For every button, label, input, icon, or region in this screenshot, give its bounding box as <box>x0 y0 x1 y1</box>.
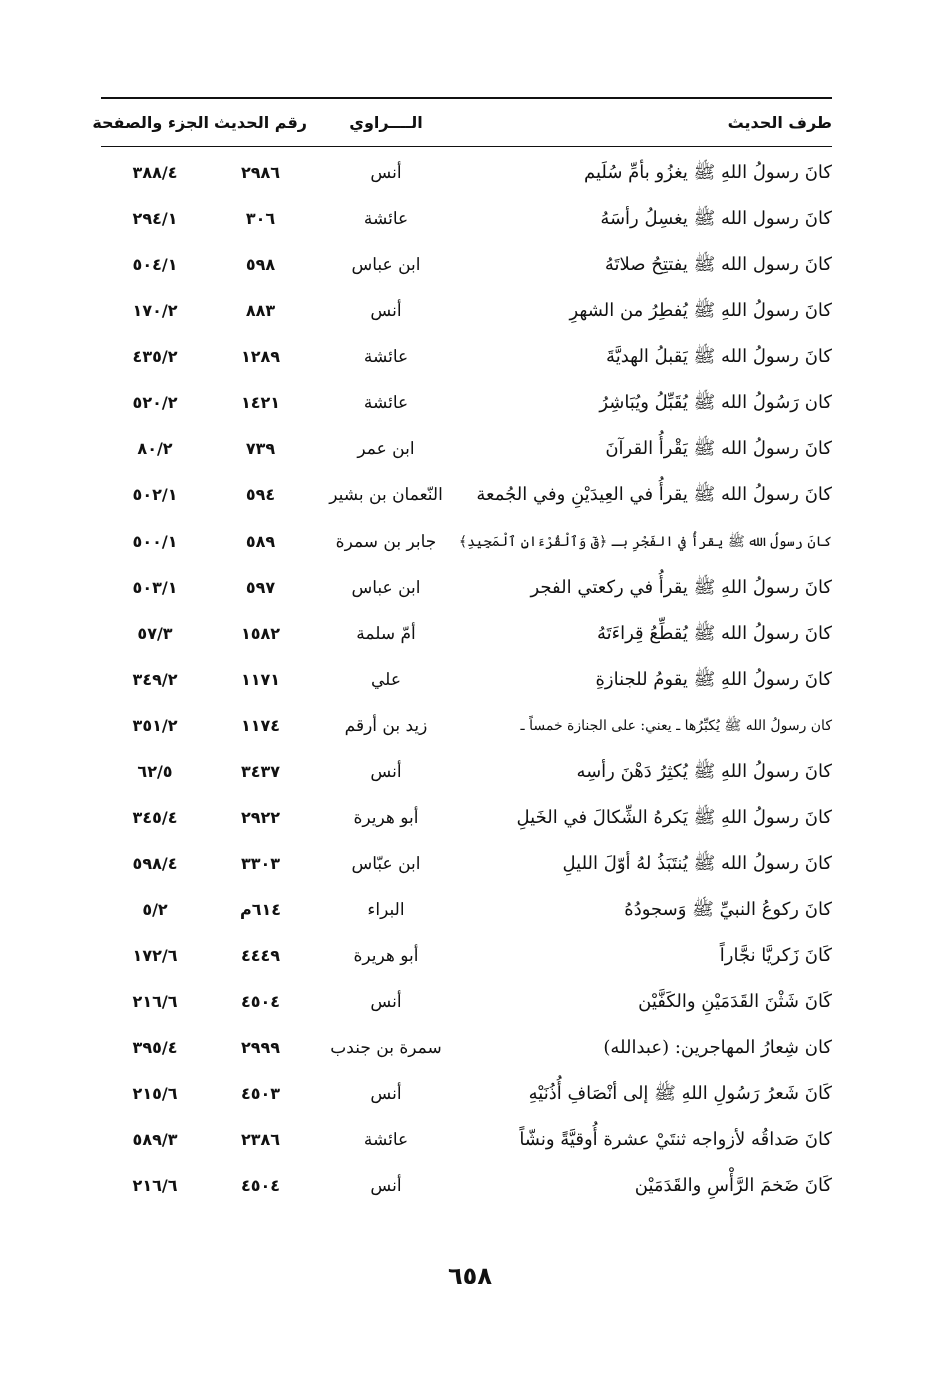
volume-page: ٢١٦/٦ <box>132 1176 178 1195</box>
volume-page: ٣٤٩/٢ <box>132 670 178 689</box>
table-row <box>101 242 832 288</box>
table-row <box>101 703 832 749</box>
table-row <box>101 887 832 933</box>
hadith-number: ١٤٢١ <box>240 393 281 412</box>
hadith-text: كانَ رسولُ الله ﷺ يقرأُ في العِيدَيْنِ وفي الجُمعة <box>476 484 832 505</box>
narrator: سمرة بن جندب <box>330 1038 442 1058</box>
hadith-text: كانَ رسولُ الله ﷺ يُنتَبَذُ لهُ أوّلَ الليلِ <box>562 853 832 874</box>
narrator: ابن عباس <box>351 578 421 598</box>
hadith-text: كَانَ شَعرُ رَسُولِ اللهِ ﷺ إلى أنْصَافِ أُذُنَيْهِ <box>528 1083 832 1104</box>
table-row <box>101 196 832 242</box>
hadith-number: ١٢٨٩ <box>240 347 281 366</box>
hadith-text: كان رَسُولُ الله ﷺ يُقَبِّلُ ويُبَاشِرُ <box>599 392 832 413</box>
table-row <box>101 841 832 887</box>
table-row <box>101 288 832 334</box>
hadith-text: كَانَ ضَخمَ الرَّأْسِ والقَدَمَيْن <box>634 1175 832 1196</box>
top-rule <box>101 97 832 99</box>
table-row <box>101 933 832 979</box>
hadith-text: كانَ رسولُ اللهِ ﷺ يُفطِرُ من الشهرِ <box>569 300 832 321</box>
volume-page: ٥٠٠/١ <box>132 532 178 551</box>
hadith-number: ٥٩٧ <box>245 578 276 597</box>
hadith-text: كانَ ركوعُ النبيِّ ﷺ وَسجودُهُ <box>624 899 832 920</box>
narrator: زيد بن أرقم <box>344 716 428 736</box>
volume-page: ٣٥١/٢ <box>132 716 178 735</box>
header-rule <box>101 146 832 147</box>
table-row <box>101 1117 832 1163</box>
narrator: أنس <box>370 1084 402 1104</box>
table-row <box>101 426 832 472</box>
narrator: عائشة <box>363 209 409 229</box>
volume-page: ٦٢/٥ <box>137 762 173 781</box>
hadith-number: ١١٧٤ <box>240 716 281 735</box>
volume-page: ٢٩٤/١ <box>132 209 178 228</box>
volume-page: ٥٨٩/٣ <box>132 1130 178 1149</box>
hadith-text: كانَ رسولُ الله ﷺ يَقبلُ الهديَّةَ <box>606 346 832 367</box>
header-hadith-text: طرف الحديث <box>727 113 832 132</box>
hadith-number: ٣٣٠٣ <box>240 854 281 873</box>
narrator: علي <box>371 670 401 690</box>
table-row <box>101 1025 832 1071</box>
hadith-number: ٥٩٨ <box>245 255 276 274</box>
hadith-number: ١٥٨٢ <box>240 624 281 643</box>
hadith-text: كانَ رسولُ اللهِ ﷺ يُكثِرُ دَهْنَ رأسِه <box>576 761 832 782</box>
narrator: أمّ سلمة <box>356 624 416 644</box>
table-row <box>101 519 832 565</box>
volume-page: ١٧٠/٢ <box>132 301 178 320</box>
table-row <box>101 795 832 841</box>
volume-page: ٥٠٢/١ <box>132 485 178 504</box>
table-row <box>101 657 832 703</box>
hadith-text: كانَ رسول الله ﷺ يغسِلُ رأسَهُ <box>600 208 832 229</box>
narrator: أنس <box>370 163 402 183</box>
hadith-text: كان رسولُ الله ﷺ يُكبِّرُها ـ يعني: على الجنازة خمساً ـ <box>520 718 832 734</box>
hadith-number: ٤٥٠٤ <box>240 992 281 1011</box>
narrator: عائشة <box>363 393 409 413</box>
hadith-text: كانَ رسولُ الله ﷺ يَقْرأُ القرآنَ <box>605 438 832 459</box>
narrator: أنس <box>370 1176 402 1196</box>
table-row <box>101 749 832 795</box>
hadith-number: ٤٤٤٩ <box>240 946 281 965</box>
hadith-number: ٢٩٩٩ <box>240 1038 281 1057</box>
hadith-number: ٤٥٠٤ <box>240 1176 281 1195</box>
hadith-text: كانَ رسولُ اللهِ ﷺ يقومُ للجنازةِ <box>595 669 832 690</box>
volume-page: ٥/٢ <box>142 900 168 919</box>
volume-page: ٥٠٣/١ <box>132 578 178 597</box>
header-hadith-number: رقم الحديث <box>213 113 307 132</box>
narrator: أبو هريرة <box>353 808 419 828</box>
volume-page: ٥٠٤/١ <box>132 255 178 274</box>
narrator: النّعمان بن بشير <box>329 485 443 505</box>
narrator: البراء <box>367 900 405 920</box>
hadith-text: كانَ رسولُ اللهِ ﷺ يقرأُ في ركعتي الفجر <box>530 577 832 598</box>
hadith-number: ٥٨٩ <box>245 532 276 551</box>
volume-page: ٢١٥/٦ <box>132 1084 178 1103</box>
volume-page: ١٧٢/٦ <box>132 946 178 965</box>
hadith-number: ٥٩٤ <box>245 485 276 504</box>
volume-page: ٥٢٠/٢ <box>132 393 178 412</box>
table-row <box>101 334 832 380</box>
volume-page: ٥٩٨/٤ <box>132 854 178 873</box>
hadith-text: كَانَ شَثْنَ القَدَمَيْنِ والكَفَّيْن <box>638 991 832 1012</box>
table-row <box>101 979 832 1025</box>
narrator: أبو هريرة <box>353 946 419 966</box>
volume-page: ٨٠/٢ <box>137 439 173 458</box>
hadith-text: كانَ رسولُ الله ﷺ يقرأُ في الفَجْرِ بـ ﴿قٓ وَٱلْقُرْءَانِ ٱلْمَجِيدِ﴾ <box>458 534 832 550</box>
table-row <box>101 565 832 611</box>
hadith-number: ٨٨٣ <box>245 301 276 320</box>
table-row <box>101 380 832 426</box>
table-row <box>101 1071 832 1117</box>
narrator: أنس <box>370 301 402 321</box>
page-number: ٦٥٨ <box>448 1262 492 1290</box>
volume-page: ٣٨٨/٤ <box>132 163 178 182</box>
narrator: أنس <box>370 762 402 782</box>
narrator: ابن عبّاس <box>351 854 421 874</box>
hadith-number: ٧٣٩ <box>245 439 276 458</box>
narrator: عائشة <box>363 1130 409 1150</box>
table-row <box>101 472 832 518</box>
hadith-number: ٢٩٢٢ <box>240 808 281 827</box>
hadith-text: كانَ رسولُ اللهِ ﷺ يغزُو بأمِّ سُلَيم <box>583 162 832 183</box>
hadith-text: كَانَ زَكريَّا نجَّاراً <box>719 945 832 966</box>
narrator: عائشة <box>363 347 409 367</box>
hadith-number: ٤٥٠٣ <box>240 1084 281 1103</box>
volume-page: ٤٣٥/٢ <box>132 347 178 366</box>
hadith-number: ٦١٤م <box>239 900 282 919</box>
hadith-text: كان شِعارُ المهاجرين: (عبدالله) <box>603 1037 832 1058</box>
hadith-number: ١١٧١ <box>240 670 281 689</box>
hadith-number: ٢٩٨٦ <box>240 163 281 182</box>
narrator: جابر بن سمرة <box>335 532 437 552</box>
volume-page: ٥٧/٣ <box>137 624 173 643</box>
table-row <box>101 611 832 657</box>
hadith-number: ٢٣٨٦ <box>240 1130 281 1149</box>
hadith-text: كانَ رسولُ الله ﷺ يُقطِّعُ قِراءَتَهُ <box>597 623 832 644</box>
header-narrator: الــــراوي <box>349 113 423 132</box>
hadith-text: كانَ رسولُ اللهِ ﷺ يَكرهُ الشِّكالَ في الخَيلِ <box>516 807 832 828</box>
hadith-text: كانَ رسول الله ﷺ يفتتِحُ صلاتَهُ <box>604 254 832 275</box>
hadith-text: كانَ صَداقُه لأزواجه ثنتَيْ عشرة أُوقيَّةً ونشّاً <box>519 1129 832 1150</box>
hadith-number: ٣٤٣٧ <box>240 762 281 781</box>
narrator: ابن عباس <box>351 255 421 275</box>
table-row <box>101 1163 832 1209</box>
narrator: أنس <box>370 992 402 1012</box>
table-header <box>92 100 832 146</box>
header-volume-page: الجزء والصفحة <box>92 113 209 132</box>
hadith-number: ٣٠٦ <box>245 209 276 228</box>
volume-page: ٣٩٥/٤ <box>132 1038 178 1057</box>
narrator: ابن عمر <box>357 439 415 459</box>
volume-page: ٢١٦/٦ <box>132 992 178 1011</box>
volume-page: ٣٤٥/٤ <box>132 808 178 827</box>
table-row <box>101 150 832 196</box>
